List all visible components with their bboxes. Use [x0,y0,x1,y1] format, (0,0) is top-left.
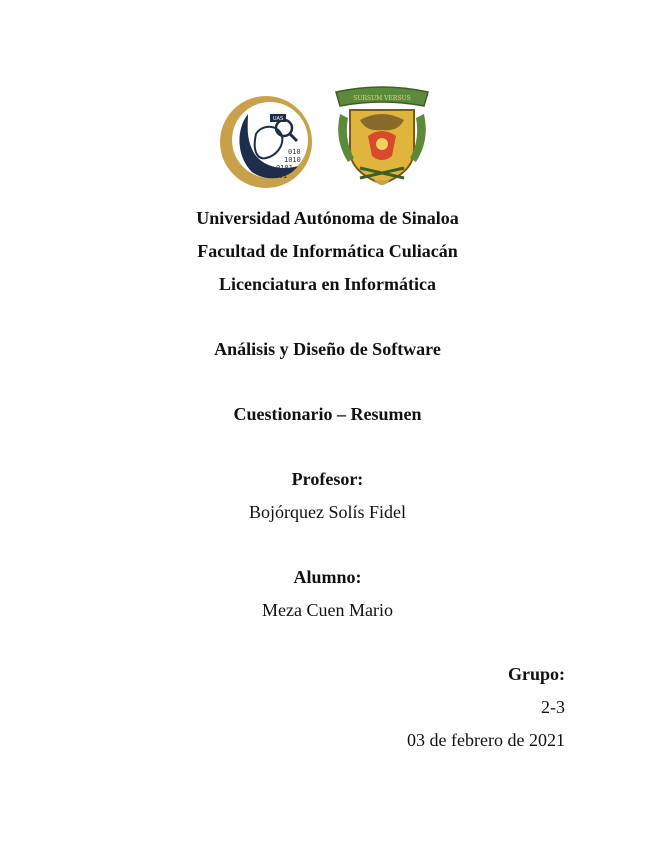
logo-binary-3: 0101 [276,164,293,172]
logo-binary-4: 10101 [266,172,288,180]
logos-row [218,80,438,195]
professor-name: Bojórquez Solís Fidel [249,502,406,522]
student-label: Alumno: [293,567,362,587]
university-crest-icon [330,80,434,192]
assignment-title: Cuestionario – Resumen [233,404,422,424]
university-name: Universidad Autónoma de Sinaloa [196,208,459,228]
logo-binary-1: 010 [288,148,301,156]
group-label: Grupo: [507,664,565,684]
crest-banner-text: SURSUM VERSUS [353,95,411,102]
subject-title: Análisis y Diseño de Software [214,339,441,359]
program-name: Licenciatura en Informática [219,274,436,294]
faculty-logo-icon [218,94,314,190]
date: 03 de febrero de 2021 [407,730,565,750]
student-name: Meza Cuen Mario [262,600,393,620]
group-value: 2-3 [541,697,565,717]
professor-label: Profesor: [291,469,364,489]
logo-binary-2: 1010 [284,156,301,164]
logo-left-badge: UAS [272,116,284,122]
faculty-name: Facultad de Informática Culiacán [197,241,458,261]
